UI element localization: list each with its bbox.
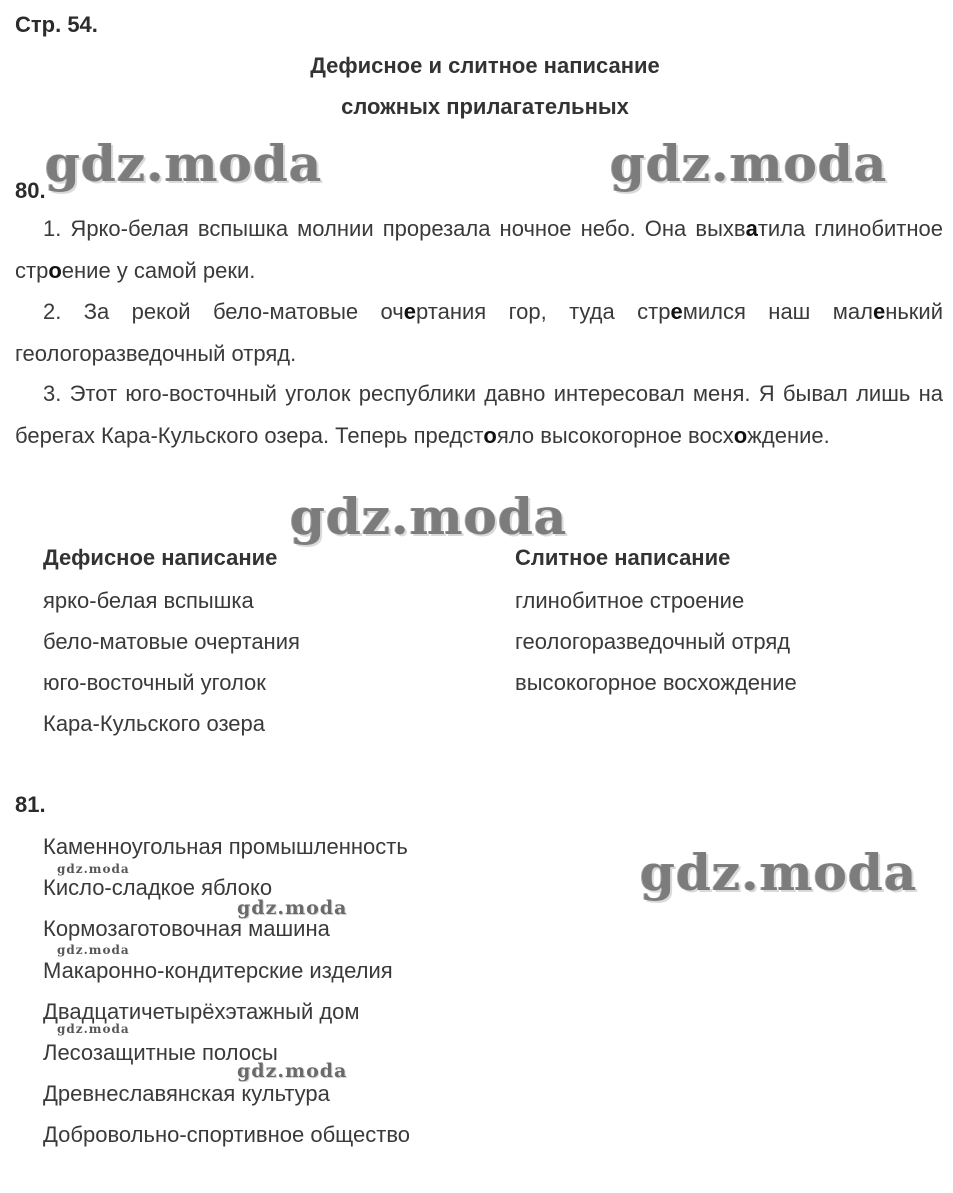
highlighted-letter: е: [403, 299, 416, 324]
exercise-81-list: [43, 826, 410, 1156]
list-item: юго-восточный уголок: [43, 670, 266, 695]
watermark: gdz.moda: [610, 134, 888, 193]
sentence-3: 3. Этот юго-восточный уголок республики давно интересовал меня. Я бывал лишь на берегах Кара-Кульского озера. Теперь предстояло высокогорное восхождение.: [15, 381, 943, 448]
list-item: Кисло-сладкое яблоко: [43, 875, 273, 901]
hyphen-list: [43, 580, 300, 744]
list-item: ярко-белая вспышка: [43, 588, 254, 613]
highlighted-letter: а: [745, 216, 758, 241]
highlighted-letter: о: [733, 422, 748, 448]
list-item: геологоразведочный отряд: [515, 629, 791, 654]
highlighted-letter: е: [670, 299, 683, 324]
highlighted-letter: о: [48, 257, 62, 283]
watermark: gdz.moda: [57, 1022, 130, 1036]
page-reference: Стр. 54.: [15, 12, 98, 37]
exercise-number-81: 81.: [15, 792, 46, 817]
watermark: gdz.moda: [290, 487, 568, 546]
watermark: gdz.moda: [640, 843, 918, 902]
section-title-line-2: сложных прилагательных: [341, 94, 629, 119]
sentence-2: 2. За рекой бело-матовые очертания гор, туда стремился наш маленький геологоразведочный отряд.: [15, 299, 944, 366]
list-item: Каменноугольная промышленность: [43, 834, 408, 859]
list-item: Кара-Кульского озера: [43, 711, 266, 736]
list-item: Макаронно-кондитерские изделия: [43, 957, 393, 983]
watermark: gdz.moda: [237, 1060, 348, 1082]
list-item: Двадцатичетырёхэтажный дом: [43, 998, 360, 1024]
list-item: высокогорное восхождение: [515, 670, 797, 695]
highlighted-letter: о: [483, 422, 497, 448]
list-item: Добровольно-спортивное общество: [43, 1122, 411, 1148]
list-item: Кормозаготовочная машина: [43, 916, 330, 942]
watermark: gdz.moda: [57, 943, 130, 957]
watermark: gdz.moda: [237, 897, 348, 919]
hyphen-column-heading: Дефисное написание: [43, 545, 278, 570]
section-title-line-1: Дефисное и слитное написание: [310, 53, 660, 78]
watermark: gdz.moda: [45, 134, 323, 193]
solid-column-heading: Слитное написание: [515, 545, 731, 570]
list-item: глинобитное строение: [515, 588, 745, 613]
sentence-1: 1. Ярко-белая вспышка молнии прорезала ночное небо. Она выхватила глинобитное строение у самой реки.: [15, 216, 943, 283]
list-item: бело-матовые очертания: [43, 629, 300, 654]
list-item: Лесозащитные полосы: [43, 1040, 278, 1066]
watermark: gdz.moda: [57, 862, 130, 876]
exercise-number-80: 80.: [15, 178, 46, 203]
list-item: Древнеславянская культура: [43, 1081, 330, 1107]
solid-list: [515, 580, 797, 703]
highlighted-letter: е: [872, 299, 886, 324]
